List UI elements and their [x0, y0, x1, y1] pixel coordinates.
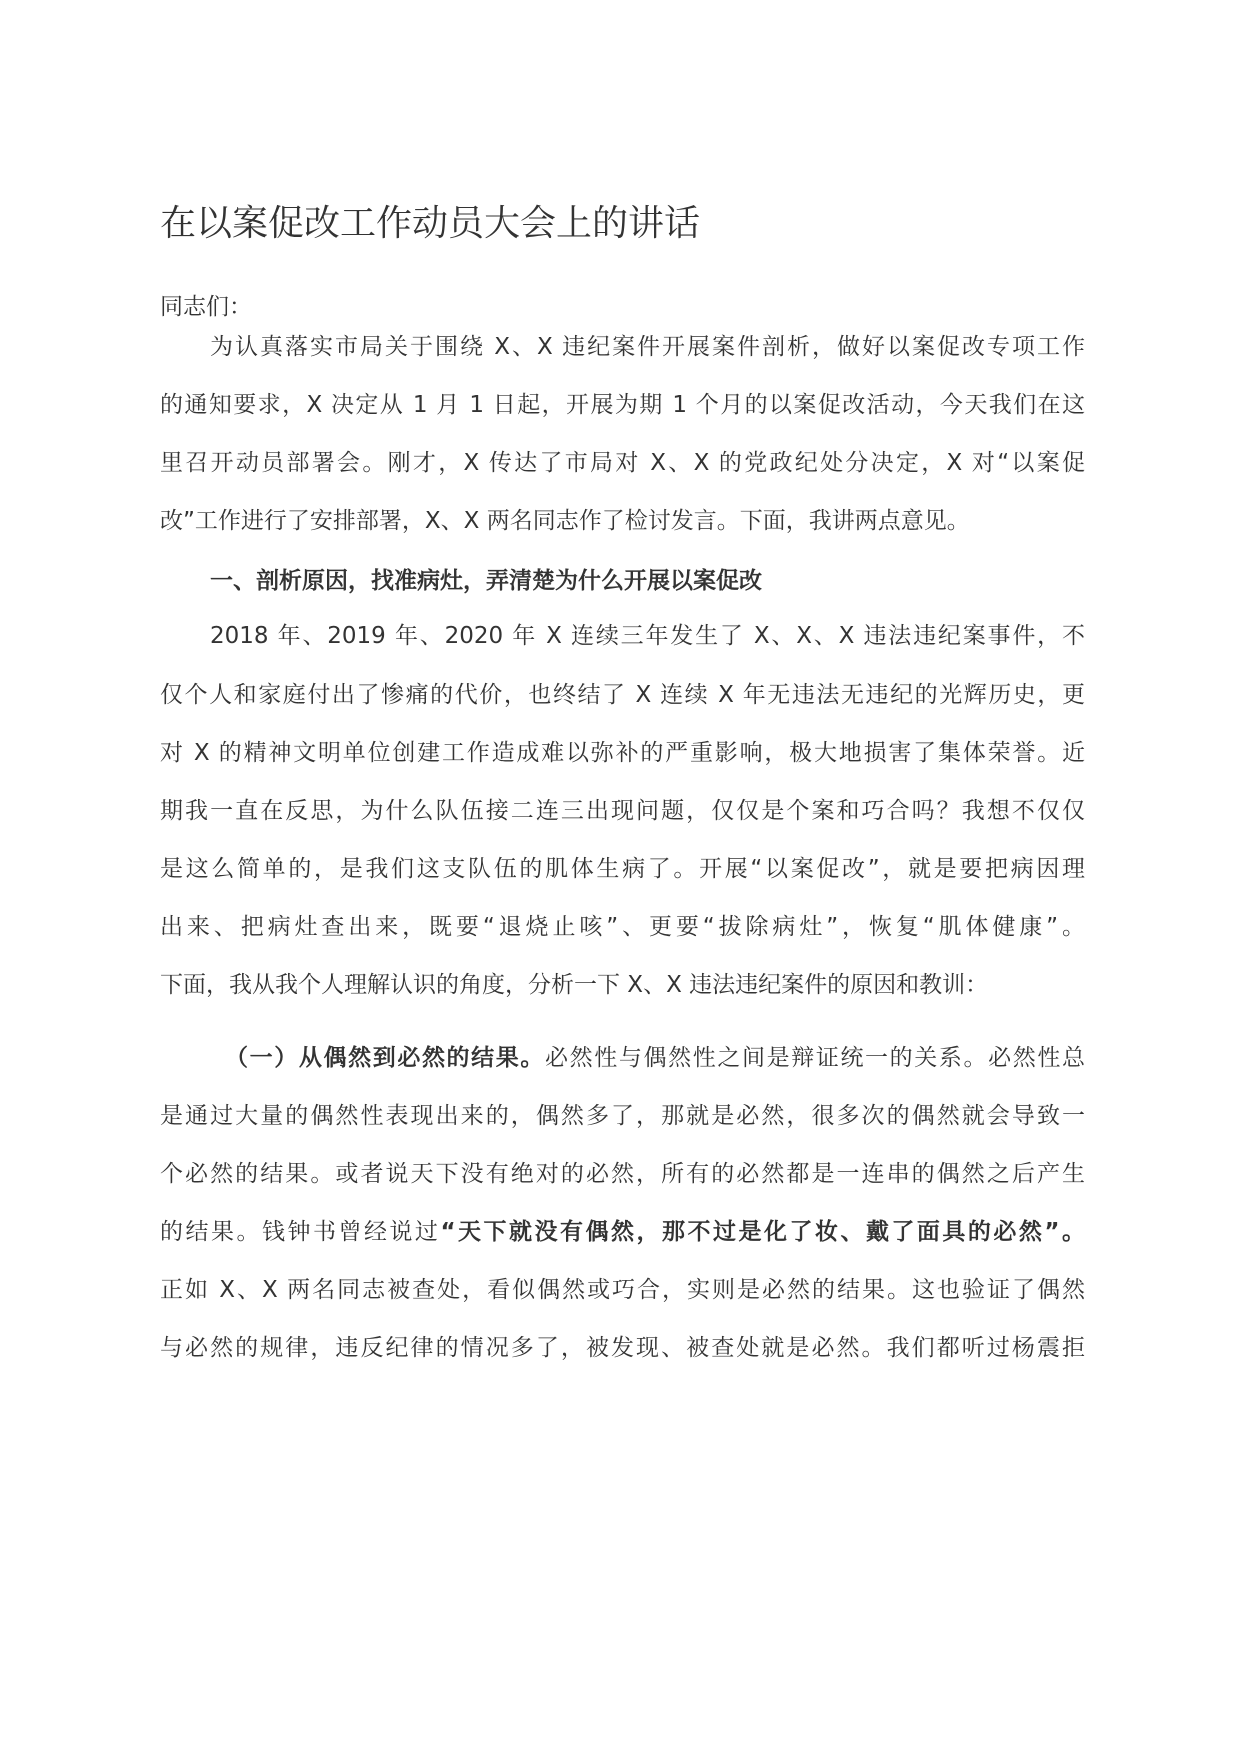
quotation: “天下就没有偶然，那不过是化了妆、戴了面具的必然”。 — [440, 1219, 1086, 1245]
paragraph-3-line-1-text: 必然性与偶然性之间是辩证统一的关系。必然性总 — [545, 1045, 1086, 1071]
paragraph-3-line-5: 正如 X、X 两名同志被查处，看似偶然或巧合，实则是必然的结果。这也验证了偶然 — [160, 1277, 1085, 1303]
paragraph-3-line-4-text: 的结果。钱钟书曾经说过 — [160, 1219, 441, 1245]
paragraph-1-line-4: 改”工作进行了安排部署，X、X 两名同志作了检讨发言。下面，我讲两点意见。 — [160, 508, 970, 534]
paragraph-2-line-6: 出来、把病灶查出来，既要“退烧止咳”、更要“拔除病灶”，恢复“肌体健康”。 — [160, 914, 1085, 940]
paragraph-2-line-7: 下面，我从我个人理解认识的角度，分析一下 X、X 违法违纪案件的原因和教训： — [160, 972, 989, 998]
paragraph-3-line-4 — [160, 1217, 1085, 1247]
paragraph-1-line-2: 的通知要求，X 决定从 1 月 1 日起，开展为期 1 个月的以案促改活动，今天我们在这 — [160, 392, 1085, 418]
paragraph-1-line-1: 为认真落实市局关于围绕 X、X 违纪案件开展案件剖析，做好以案促改专项工作 — [210, 334, 1085, 360]
paragraph-3-line-2: 是通过大量的偶然性表现出来的，偶然多了，那就是必然，很多次的偶然就会导致一 — [160, 1103, 1085, 1129]
paragraph-2-line-1: 2018 年、2019 年、2020 年 X 连续三年发生了 X、X、X 违法违纪案事件，不 — [210, 623, 1085, 649]
section-heading-1: 一、剖析原因，找准病灶，弄清楚为什么开展以案促改 — [210, 568, 762, 594]
paragraph-2-line-5: 是这么简单的，是我们这支队伍的肌体生病了。开展“以案促改”，就是要把病因理 — [160, 856, 1085, 882]
subheading-1: （一）从偶然到必然的结果。 — [225, 1045, 546, 1071]
paragraph-3-line-1 — [225, 1043, 1085, 1073]
paragraph-3-line-3: 个必然的结果。或者说天下没有绝对的必然，所有的必然都是一连串的偶然之后产生 — [160, 1161, 1085, 1187]
paragraph-2-line-3: 对 X 的精神文明单位创建工作造成难以弥补的严重影响，极大地损害了集体荣誉。近 — [160, 740, 1085, 766]
paragraph-2-line-2: 仅个人和家庭付出了惨痛的代价，也终结了 X 连续 X 年无违法无违纪的光辉历史，更 — [160, 682, 1085, 708]
document-page — [160, 0, 1085, 1754]
document-title: 在以案促改工作动员大会上的讲话 — [160, 203, 701, 244]
paragraph-3-line-6: 与必然的规律，违反纪律的情况多了，被发现、被查处就是必然。我们都听过杨震拒 — [160, 1335, 1085, 1361]
salutation: 同志们： — [160, 294, 252, 320]
paragraph-2-line-4: 期我一直在反思，为什么队伍接二连三出现问题，仅仅是个案和巧合吗？我想不仅仅 — [160, 798, 1085, 824]
paragraph-1-line-3: 里召开动员部署会。刚才，X 传达了市局对 X、X 的党政纪处分决定，X 对“以案促 — [160, 450, 1085, 476]
